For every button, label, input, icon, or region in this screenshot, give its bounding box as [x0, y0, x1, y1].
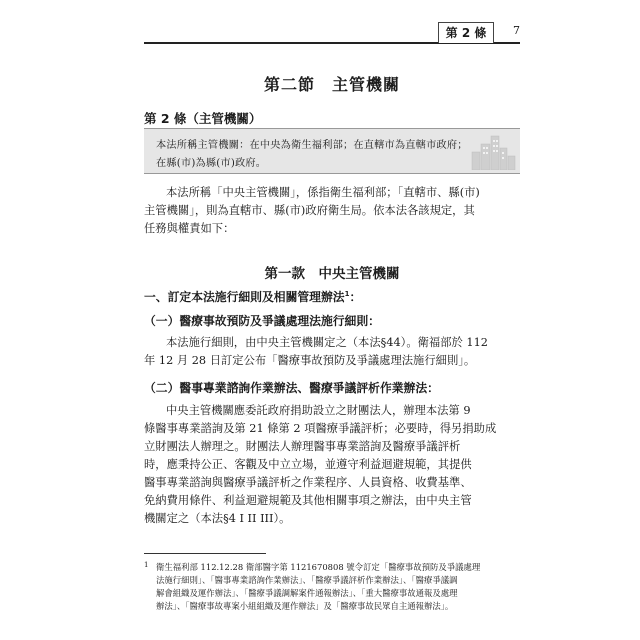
- text-line: 醫事專業諮詢與醫療爭議評析之作業程序、人員資格、收費基準、: [144, 476, 472, 489]
- text-line: 時，應秉持公正、客觀及中立立場，並遵守利益迴避規範，其提供: [144, 458, 472, 471]
- footnote-line: 辦法」、「醫療事故專案小組組織及運作辦法」及「醫療事故民眾自主通報辦法」。: [156, 601, 454, 611]
- intro-paragraph: [144, 184, 520, 238]
- article-tab-label: 第 2 條: [438, 22, 494, 43]
- article-heading: 第 2 條（主管機關）: [144, 111, 262, 126]
- text-line: 主管機關」，則為直轄市、縣(市)政府衛生局。依本法各該規定，其: [144, 204, 475, 217]
- footnote-line: 解會組織及運作辦法」、「醫療爭議調解案件通報辦法」、「重大醫療事故通報及處理: [156, 588, 458, 598]
- heading-level-2: （二）醫事專業諮詢作業辦法、醫療爭議評析作業辦法：: [144, 381, 439, 395]
- city-buildings-icon: [470, 132, 516, 170]
- footnote-line: 法施行細則」、「醫事專業諮詢作業辦法」、「醫療爭議評析作業辦法」、「醫療爭議調: [156, 575, 458, 585]
- footnote: [144, 561, 520, 613]
- heading-level-2: （一）醫療事故預防及爭議處理法施行細則：: [144, 314, 380, 328]
- section-title: 第二節 主管機關: [263, 75, 400, 94]
- running-header: [144, 22, 520, 44]
- text-line: 機關定之（本法§4 I II III）。: [144, 512, 291, 525]
- footnote-reference: 1: [344, 290, 350, 299]
- article-text-line: 本法所稱主管機關：在中央為衛生福利部；在直轄市為直轄市政府；: [156, 140, 468, 151]
- subsection-title: 第一款 中央主管機關: [264, 266, 400, 282]
- text-line: 年 12 月 28 日訂定公布「醫療事故預防及爭議處理法施行細則」。: [144, 354, 476, 367]
- heading-level-1: [144, 288, 361, 305]
- article-text-box: [144, 128, 520, 174]
- text-line: 條醫事專業諮詢及第 21 條第 2 項醫療爭議評析；必要時，得另捐助成: [144, 422, 497, 435]
- paragraph-1: [144, 334, 520, 370]
- heading-colon: ：: [349, 290, 362, 304]
- footnote-mark: 1: [144, 561, 149, 569]
- article-text-line: 在縣(市)為縣(市)政府。: [156, 158, 267, 169]
- paragraph-2: [144, 402, 520, 528]
- text-line: 立財團法人辦理之。財團法人辦理醫事專業諮詢及醫療爭議評析: [144, 440, 461, 453]
- text-line: 中央主管機關應委託政府捐助設立之財團法人，辦理本法第 9: [166, 404, 471, 417]
- text-line: 免納費用條件、利益迴避規範及其他相關事項之辦法，由中央主管: [144, 494, 472, 507]
- text-line: 本法施行細則，由中央主管機關定之（本法§44）。衛福部於 112: [166, 336, 488, 349]
- text-line: 本法所稱「中央主管機關」，係指衛生福利部；「直轄市、縣(市): [166, 186, 480, 199]
- page-number: 7: [513, 24, 520, 37]
- footnote-divider: [144, 553, 266, 554]
- footnote-line: 衛生福利部 112.12.28 衛部醫字第 1121670808 號令訂定「醫療事故預防及爭議處理: [156, 562, 481, 572]
- text-line: 任務與權責如下：: [144, 222, 235, 235]
- heading-text: 一、訂定本法施行細則及相關管理辦法: [144, 290, 345, 304]
